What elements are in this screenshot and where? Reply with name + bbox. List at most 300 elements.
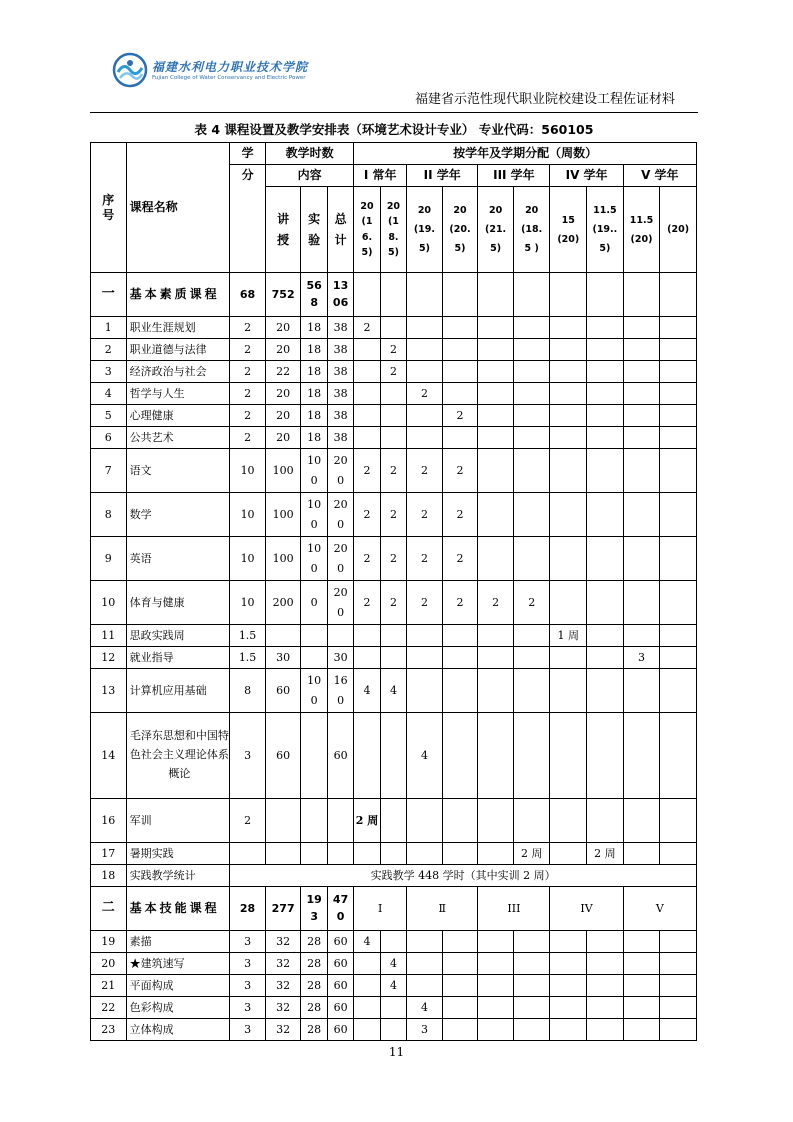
course-total-hours: 60 [327,997,353,1019]
course-name: 平面构成 [126,975,230,997]
semester-9-cell [623,317,660,339]
year-2-header: II 学年 [407,165,478,187]
semester-2-cell: 2 [380,361,406,383]
page-number: 11 [388,1045,405,1059]
course-lecture-hours: 60 [265,669,301,713]
semester-7-cell [550,931,587,953]
table-row-number: 10 [91,581,127,625]
course-practice-hours: 28 [301,997,327,1019]
table-row [91,427,697,449]
semester-3-cell [407,339,443,361]
semester-2-cell [380,713,406,799]
semester-3-cell [407,953,443,975]
distribution-header: 按学年及学期分配（周数） [354,143,697,165]
course-credit: 3 [230,997,266,1019]
semester-5-cell [478,625,514,647]
course-credit: 8 [230,669,266,713]
table-row-number: 1 [91,317,127,339]
semester-3-cell [407,843,443,865]
table-row-number: 4 [91,383,127,405]
semester-weeks-1-label: 20 (1 6. 5) [360,201,374,258]
course-practice-hours [301,669,327,713]
semester-9-cell [623,625,660,647]
semester-9-cell [623,997,660,1019]
course-name: 职业生涯规划 [126,317,230,339]
total-header-label: 总计 [334,212,347,247]
semester-8-cell [587,713,624,799]
semester-7-cell [550,361,587,383]
total-header [327,187,353,273]
course-total-hours-value: 200 [333,497,348,531]
semester-3-cell [407,405,443,427]
semester-5-cell [478,799,514,843]
table-row-number: 5 [91,405,127,427]
course-credit: 2 [230,383,266,405]
table-row-number: 22 [91,997,127,1019]
course-schedule-table [90,142,697,1041]
course-practice-hours: 18 [301,339,327,361]
course-practice-hours [301,799,327,843]
semester-2-cell: 4 [380,669,406,713]
table-row-number: 7 [91,449,127,493]
table-row-number: 9 [91,537,127,581]
lecture-header-label: 讲授 [277,212,290,247]
semester-5-cell [478,647,514,669]
semester-1-cell: 4 [354,931,380,953]
table-row [91,339,697,361]
semester-3-cell: 2 [407,383,443,405]
semester-weeks-9 [623,187,660,273]
section-2-practice [301,887,327,931]
semester-8-cell [587,427,624,449]
semester-5-cell [478,405,514,427]
semester-4-cell [442,931,478,953]
course-credit: 3 [230,713,266,799]
course-credit: 2 [230,339,266,361]
semester-8-cell [587,1019,624,1041]
semester-1-cell [354,997,380,1019]
semester-4-cell [442,997,478,1019]
practice-summary-text: 实践教学 448 学时（其中实训 2 周） [230,865,697,887]
table-row-number: 13 [91,669,127,713]
semester-9-cell: 3 [623,647,660,669]
cell [354,273,380,317]
semester-weeks-2 [380,187,406,273]
semester-6-cell [513,383,550,405]
semester-4-cell [442,799,478,843]
semester-4-cell: 2 [442,405,478,427]
semester-2-cell [380,383,406,405]
section-2-practice-value: 193 [306,893,322,923]
college-emblem-icon [112,52,148,88]
course-lecture-hours: 20 [265,317,301,339]
semester-9-cell [623,493,660,537]
semester-3-cell [407,647,443,669]
semester-6-cell [513,625,550,647]
course-credit: 10 [230,537,266,581]
practice-header-label: 实验 [308,212,321,247]
course-lecture-hours: 100 [265,537,301,581]
cell [660,273,697,317]
semester-1-cell [354,625,380,647]
semester-9-cell [623,361,660,383]
semester-6-cell [513,799,550,843]
course-credit: 2 [230,361,266,383]
section-1-credit: 68 [230,273,266,317]
semester-4-cell [442,339,478,361]
year-3-header: III 学年 [478,165,550,187]
cell [513,273,550,317]
semester-2-cell: 2 [380,537,406,581]
semester-1-cell: 2 [354,449,380,493]
course-total-hours: 38 [327,339,353,361]
semester-8-cell [587,339,624,361]
cell [407,273,443,317]
semester-9-cell [623,1019,660,1041]
semester-8-cell [587,449,624,493]
course-total-hours [327,625,353,647]
course-credit: 3 [230,975,266,997]
semester-6-cell [513,713,550,799]
semester-9-cell [623,581,660,625]
course-name: 哲学与人生 [126,383,230,405]
table-row-number: 18 [91,865,127,887]
semester-1-cell [354,975,380,997]
course-total-hours [327,493,353,537]
semester-8-cell [587,799,624,843]
semester-10-cell [660,449,697,493]
course-total-hours [327,449,353,493]
semester-7-cell [550,669,587,713]
year-1-header: I 常年 [354,165,407,187]
semester-9-cell [623,843,660,865]
cell [380,273,406,317]
semester-4-cell [442,383,478,405]
semester-3-cell [407,931,443,953]
running-header: 福建省示范性现代职业院校建设工程佐证材料 [414,92,675,107]
table-row [91,361,697,383]
semester-8-cell [587,405,624,427]
course-total-hours [327,799,353,843]
semester-9-cell [623,405,660,427]
semester-6-cell: 2 周 [513,843,550,865]
semester-7-cell [550,581,587,625]
semester-10-cell [660,997,697,1019]
table-row-number: 16 [91,799,127,843]
table-row [91,405,697,427]
semester-9-cell [623,383,660,405]
semester-2-cell [380,625,406,647]
semester-7-cell [550,953,587,975]
semester-10-cell [660,383,697,405]
semester-2-cell [380,1019,406,1041]
semester-8-cell [587,953,624,975]
semester-4-cell [442,843,478,865]
course-name: 体育与健康 [126,581,230,625]
course-practice-hours [301,449,327,493]
semester-1-cell [354,361,380,383]
semester-2-cell [380,931,406,953]
semester-6-cell [513,361,550,383]
course-practice-hours: 18 [301,383,327,405]
semester-6-cell [513,493,550,537]
course-lecture-hours: 32 [265,975,301,997]
semester-7-cell [550,405,587,427]
course-credit: 1.5 [230,647,266,669]
course-name: 立体构成 [126,1019,230,1041]
course-lecture-hours: 20 [265,427,301,449]
semester-1-cell [354,427,380,449]
semester-1-cell [354,647,380,669]
section-1-row [91,273,697,317]
semester-3-cell [407,361,443,383]
semester-4-cell [442,1019,478,1041]
semester-2-cell [380,427,406,449]
semester-7-cell [550,339,587,361]
semester-6-cell [513,449,550,493]
section-2-total [327,887,353,931]
semester-5-cell [478,713,514,799]
course-name: 计算机应用基础 [126,669,230,713]
semester-9-cell [623,427,660,449]
name-header: 课程名称 [126,143,230,273]
section-1-total [327,273,353,317]
course-practice-hours: 28 [301,931,327,953]
course-name: 实践教学统计 [126,865,230,887]
semester-7-cell [550,317,587,339]
course-lecture-hours [265,625,301,647]
course-total-hours: 60 [327,953,353,975]
semester-weeks-10-label: (20) [667,224,690,235]
year-5-header: V 学年 [623,165,696,187]
course-total-hours: 60 [327,713,353,799]
section-1-practice-value: 568 [306,279,322,309]
course-name: 军训 [126,799,230,843]
semester-4-cell [442,953,478,975]
credit-header-bottom: 分 [230,165,266,273]
section-2-total-value: 470 [332,893,349,923]
semester-5-cell [478,317,514,339]
semester-9-cell [623,799,660,843]
table-row [91,625,697,647]
semester-8-cell [587,493,624,537]
course-name: 经济政治与社会 [126,361,230,383]
section-1-practice [301,273,327,317]
section-2-year-4: IV [550,887,623,931]
semester-weeks-3-label: 20 (19. 5) [413,205,436,254]
table-row [91,383,697,405]
course-total-hours [327,843,353,865]
table-row-number: 21 [91,975,127,997]
course-lecture-hours: 30 [265,647,301,669]
semester-9-cell [623,953,660,975]
semester-1-cell: 2 [354,581,380,625]
semester-2-cell: 2 [380,493,406,537]
semester-7-cell [550,799,587,843]
semester-9-cell [623,931,660,953]
semester-8-cell: 2 周 [587,843,624,865]
course-lecture-hours [265,799,301,843]
practice-summary-row [91,865,697,887]
course-name: 心理健康 [126,405,230,427]
semester-weeks-9-label: 11.5 (20) [629,214,654,245]
course-total-hours: 60 [327,975,353,997]
course-total-hours [327,581,353,625]
table-row [91,493,697,537]
semester-8-cell [587,361,624,383]
course-name: 数学 [126,493,230,537]
table-row [91,931,697,953]
course-practice-hours-value: 100 [307,673,322,707]
semester-1-cell: 2 [354,537,380,581]
course-lecture-hours: 22 [265,361,301,383]
semester-3-cell: 2 [407,449,443,493]
semester-7-cell [550,383,587,405]
course-total-hours: 38 [327,317,353,339]
table-row [91,647,697,669]
semester-5-cell [478,1019,514,1041]
course-total-hours-value: 160 [333,673,348,707]
course-credit: 2 [230,317,266,339]
semester-8-cell [587,537,624,581]
content-header: 内容 [265,165,353,187]
section-2-credit: 28 [230,887,266,931]
semester-4-cell [442,647,478,669]
semester-5-cell [478,339,514,361]
semester-8-cell [587,975,624,997]
course-lecture-hours: 200 [265,581,301,625]
section-2-year-5: V [623,887,696,931]
semester-5-cell [478,361,514,383]
semester-10-cell [660,493,697,537]
cell [587,273,624,317]
semester-5-cell [478,975,514,997]
course-lecture-hours: 100 [265,493,301,537]
semester-6-cell [513,427,550,449]
table-row [91,449,697,493]
course-practice-hours: 0 [301,581,327,625]
semester-10-cell [660,537,697,581]
semester-2-cell [380,799,406,843]
semester-2-cell: 4 [380,975,406,997]
hours-header: 教学时数 [265,143,353,165]
section-1-number: 一 [91,273,127,317]
semester-1-cell [354,339,380,361]
semester-weeks-6 [513,187,550,273]
course-credit: 2 [230,427,266,449]
logo-chinese-text: 福建水利电力职业技术学院 [152,60,309,74]
course-lecture-hours: 32 [265,953,301,975]
semester-5-cell [478,953,514,975]
seq-header-label: 序号 [102,192,115,222]
semester-6-cell [513,339,550,361]
course-credit: 3 [230,931,266,953]
course-practice-hours [301,843,327,865]
semester-10-cell [660,427,697,449]
semester-8-cell [587,383,624,405]
semester-5-cell [478,931,514,953]
semester-2-cell: 2 [380,339,406,361]
semester-2-cell: 4 [380,953,406,975]
course-name: 暑期实践 [126,843,230,865]
semester-weeks-7-label: 15 (20) [557,214,580,245]
semester-2-cell [380,405,406,427]
semester-3-cell [407,799,443,843]
course-total-hours-value: 200 [333,541,348,575]
semester-8-cell [587,669,624,713]
semester-6-cell [513,1019,550,1041]
section-1-lecture: 752 [265,273,301,317]
semester-1-cell [354,843,380,865]
section-1-courses [91,317,697,865]
semester-5-cell [478,843,514,865]
semester-3-cell: 3 [407,1019,443,1041]
semester-9-cell [623,713,660,799]
course-lecture-hours: 32 [265,931,301,953]
course-total-hours: 60 [327,1019,353,1041]
semester-7-cell [550,975,587,997]
course-practice-hours: 18 [301,317,327,339]
semester-10-cell [660,647,697,669]
course-practice-hours [301,537,327,581]
semester-7-cell [550,427,587,449]
table-row-number: 12 [91,647,127,669]
semester-10-cell [660,669,697,713]
course-practice-hours: 18 [301,427,327,449]
semester-weeks-8 [587,187,624,273]
course-name: 语文 [126,449,230,493]
semester-2-cell [380,843,406,865]
semester-weeks-2-label: 20 (1 8. 5) [386,201,401,258]
section-2-year-1: I [354,887,407,931]
course-credit: 10 [230,493,266,537]
course-total-hours: 38 [327,405,353,427]
semester-5-cell [478,997,514,1019]
section-2-courses [91,931,697,1041]
semester-2-cell [380,317,406,339]
semester-1-cell: 2 周 [354,799,380,843]
semester-6-cell [513,405,550,427]
year-4-header: IV 学年 [550,165,623,187]
course-practice-hours-value: 100 [307,541,322,575]
semester-weeks-7 [550,187,587,273]
semester-1-cell [354,383,380,405]
semester-10-cell [660,1019,697,1041]
semester-4-cell: 2 [442,581,478,625]
course-total-hours: 60 [327,931,353,953]
course-practice-hours [301,647,327,669]
semester-4-cell [442,317,478,339]
semester-weeks-5-label: 20 (21. 5) [485,205,507,254]
semester-8-cell [587,625,624,647]
table-row-number: 20 [91,953,127,975]
table-row [91,669,697,713]
course-practice-hours-value: 100 [307,453,322,487]
semester-4-cell: 2 [442,493,478,537]
section-2-year-3: III [478,887,550,931]
semester-4-cell: 2 [442,537,478,581]
semester-7-cell [550,647,587,669]
table-row-number: 14 [91,713,127,799]
table-row [91,843,697,865]
semester-6-cell [513,647,550,669]
section-1-total-value: 1306 [332,279,349,309]
course-lecture-hours: 20 [265,405,301,427]
course-total-hours: 30 [327,647,353,669]
semester-4-cell [442,625,478,647]
semester-10-cell [660,405,697,427]
semester-5-cell [478,537,514,581]
